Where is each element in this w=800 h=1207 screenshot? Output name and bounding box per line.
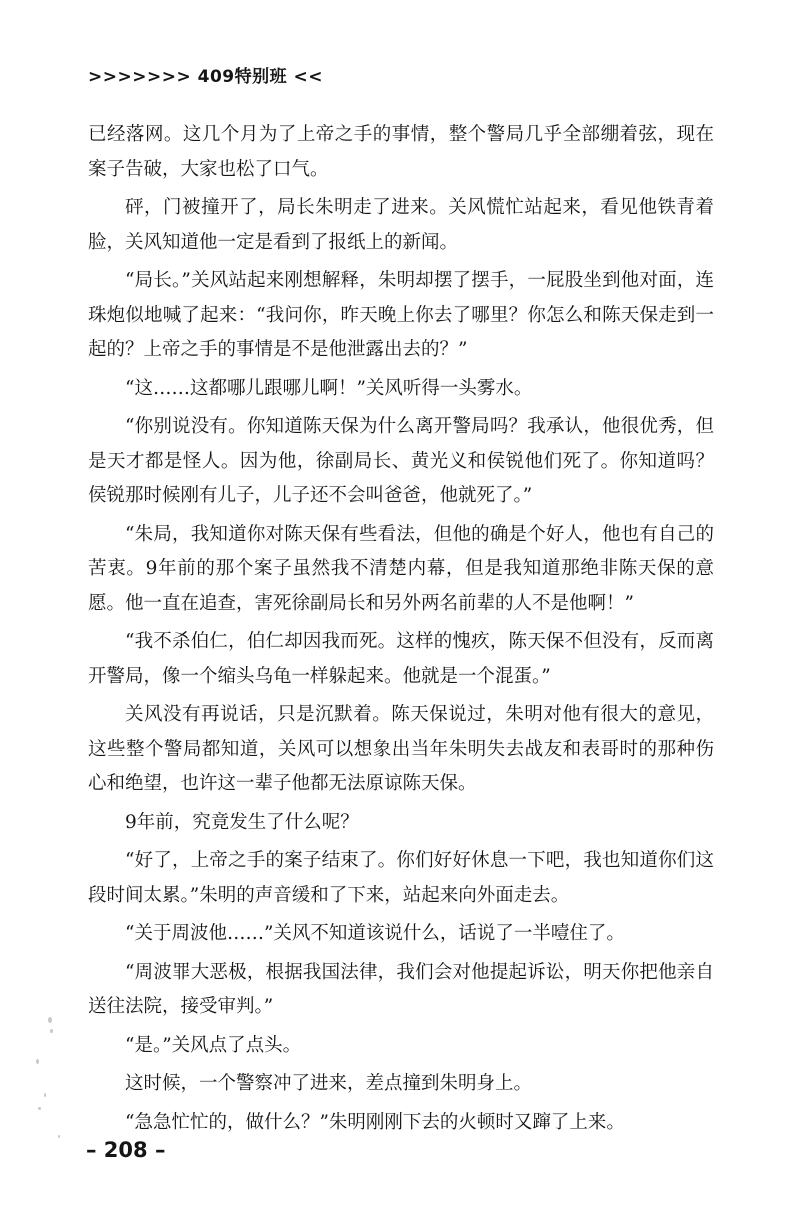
- paragraph: 关风没有再说话，只是沉默着。陈天保说过，朱明对他有很大的意见，这些整个警局都知道，关风可以想象出当年朱明失去战友和表哥时的那种伤心和绝望，也许这一辈子他都无法原谅陈天保。: [88, 704, 714, 794]
- paragraph: 已经落网。这几个月为了上帝之手的事情，整个警局几乎全部绷着弦，现在案子告破，大家也松了口气。: [88, 124, 714, 180]
- paragraph: 这时候，一个警察冲了进来，差点撞到朱明身上。: [125, 1073, 533, 1094]
- paragraph: 砰，门被撞开了，局长朱明走了进来。关风慌忙站起来，看见他铁青着脸，关风知道他一定是看到了报纸上的新闻。: [88, 197, 714, 253]
- paragraph: “急急忙忙的，做什么？”朱明刚刚下去的火顿时又蹿了上来。: [125, 1111, 625, 1133]
- paragraph: “周波罪大恶极，根据我国法律，我们会对他提起诉讼，明天你把他亲自送往法院，接受审判。”: [88, 961, 714, 1017]
- paragraph: “关于周波他……”关风不知道该说什么，话说了一半噎住了。: [125, 923, 625, 944]
- paragraph: “你别说没有。你知道陈天保为什么离开警局吗？我承认，他很优秀，但是天才都是怪人。因为他，徐副局长、黄光义和侯锐他们死了。你知道吗？侯锐那时候刚有儿子，儿子还不会叫爸爸，他就死了。”: [88, 416, 714, 506]
- paragraph: “我不杀伯仁，伯仁却因我而死。这样的愧疚，陈天保不但没有，反而离开警局，像一个缩头乌龟一样躲起来。他就是一个混蛋。”: [88, 631, 714, 687]
- paragraph: “这……这都哪儿跟哪儿啊！”关风听得一头雾水。: [125, 377, 533, 399]
- paragraph: “是。”关风点了点头。: [125, 1034, 302, 1056]
- paragraph: “朱局，我知道你对陈天保有些看法，但他的确是个好人，他也有自己的苦衷。9年前的那个案子虽然我不清楚内幕，但是我知道那绝非陈天保的意愿。他一直在追查，害死徐副局长和另外两名前辈的人不是他啊！”: [88, 523, 714, 614]
- paragraph: “好了，上帝之手的案子结束了。你们好好休息一下吧，我也知道你们这段时间太累。”朱明的声音缓和了下来，站起来向外面走去。: [88, 850, 714, 906]
- running-header: >>>>>>> 409特别班 <<: [88, 67, 324, 87]
- body-text: [88, 118, 714, 1144]
- scan-specks: [28, 1015, 68, 1165]
- page-number: – 208 –: [86, 1138, 166, 1162]
- paragraph: 9年前，究竟发生了什么呢？: [125, 811, 359, 833]
- paragraph: “局长。”关风站起来刚想解释，朱明却摆了摆手，一屁股坐到他对面，连珠炮似地喊了起来：“我问你，昨天晚上你去了哪里？你怎么和陈天保走到一起的？上帝之手的事情是不是他泄露出去的？”: [88, 270, 714, 360]
